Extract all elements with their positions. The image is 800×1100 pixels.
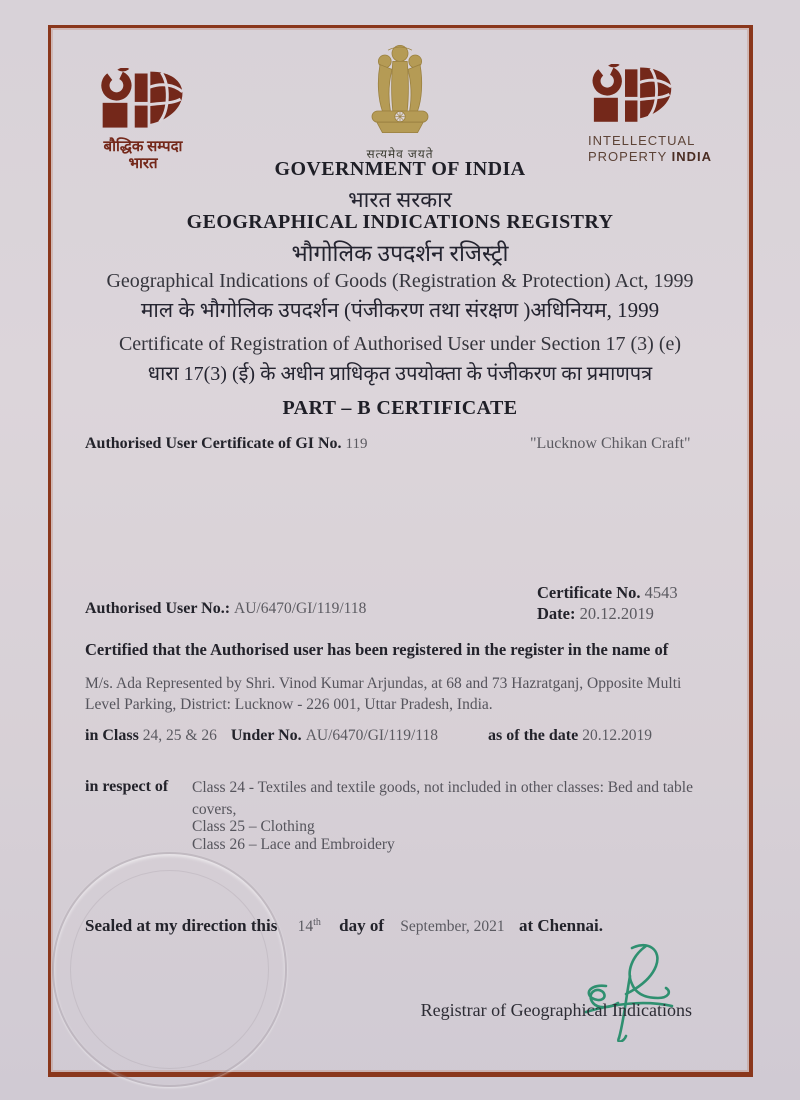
registrar-title: Registrar of Geographical Indications <box>420 1000 692 1020</box>
act-line-en: Geographical Indications of Goods (Registration & Protection) Act, 1999 <box>106 270 694 292</box>
date-value: 20.12.2019 <box>579 604 654 623</box>
class-row <box>85 727 652 745</box>
class-numbers: 24, 25 & 26 <box>142 727 217 744</box>
sealed-label-3: at Chennai. <box>518 916 604 935</box>
sealed-month: September, 2021 <box>400 918 505 935</box>
date-label: Date: <box>537 604 576 623</box>
left-logo-caption-line2: भारत <box>128 156 158 172</box>
part-b-title: PART – B CERTIFICATE <box>282 397 518 419</box>
title-gi-registry-hi: भौगोलिक उपदर्शन रजिस्ट्री <box>291 241 509 266</box>
registrar-signature <box>572 940 684 1047</box>
title-bharat-sarkar: भारत सरकार <box>348 187 452 212</box>
as-of-date-label: as of the date <box>488 727 579 744</box>
certified-statement: Certified that the Authorised user has been registered in the register in the name of <box>85 640 669 659</box>
as-of-date-value: 20.12.2019 <box>582 727 652 744</box>
sealed-label-2: day of <box>339 916 385 935</box>
emblem-block <box>340 42 460 162</box>
in-class-label: in Class <box>85 727 139 744</box>
authorised-user-number-value: AU/6470/GI/119/118 <box>234 600 367 617</box>
certificate-number-row <box>537 583 678 603</box>
gi-number-value: 119 <box>345 436 368 452</box>
title-gi-registry-en: GEOGRAPHICAL INDICATIONS REGISTRY <box>186 211 614 233</box>
in-respect-of-label: in respect of <box>85 778 169 795</box>
registrant-details: M/s. Ada Represented by Shri. Vinod Kumar Arjundas, at 68 and 73 Hazratganj, Opposite Multi Level Parking, District: Lucknow - 226 001, Uttar Pradesh, India. <box>85 675 682 713</box>
respect-line: covers, <box>192 800 237 818</box>
right-logo-block <box>588 64 758 165</box>
authorised-user-number-label: Authorised User No.: <box>85 600 231 617</box>
right-logo-caption-line1: INTELLECTUAL <box>588 133 696 148</box>
title-government-of-india: GOVERNMENT OF INDIA <box>274 158 526 180</box>
sealed-row <box>85 916 603 936</box>
under-no-label: Under No. <box>230 727 302 744</box>
embossed-seal-inner-ring <box>70 870 269 1069</box>
left-logo-caption-line1: बौद्धिक सम्पदा <box>103 139 183 155</box>
respect-line: Class 25 – Clothing <box>192 818 315 835</box>
date-row <box>537 604 654 624</box>
respect-line: Class 24 - Textiles and textile goods, not included in other classes: Bed and table <box>192 779 693 796</box>
emblem-motto: सत्यमेव जयते <box>366 147 434 161</box>
under-no-value: AU/6470/GI/119/118 <box>305 727 439 744</box>
ip-india-logo-icon <box>97 121 189 138</box>
in-respect-of-content <box>192 779 712 853</box>
section-line-hi: धारा 17(3) (ई) के अधीन प्राधिकृत उपयोक्ता के पंजीकरण का प्रमाणपत्र <box>147 363 653 385</box>
respect-line: Class 26 – Lace and Embroidery <box>192 835 395 853</box>
certificate-number-label: Certificate No. <box>537 583 641 602</box>
gi-number-label: Authorised User Certificate of GI No. <box>85 435 342 452</box>
authorised-user-number-row <box>85 600 366 618</box>
certificate-number-value: 4543 <box>644 583 678 602</box>
gi-name: "Lucknow Chikan Craft" <box>530 435 691 452</box>
act-line-hi: माल के भौगोलिक उपदर्शन (पंजीकरण तथा संरक्षण )अधिनियम, 1999 <box>140 298 660 322</box>
sealed-label-1: Sealed at my direction this <box>85 916 278 935</box>
section-line-en: Certificate of Registration of Authorised User under Section 17 (3) (e) <box>118 333 682 355</box>
gi-number-row <box>85 435 368 453</box>
right-logo-caption-line2: PROPERTY INDIA <box>588 149 713 164</box>
ip-india-logo-icon <box>588 115 678 132</box>
embossed-seal <box>52 852 287 1087</box>
sealed-day: 14th <box>297 916 321 935</box>
ashoka-lion-capital-icon <box>364 127 436 144</box>
